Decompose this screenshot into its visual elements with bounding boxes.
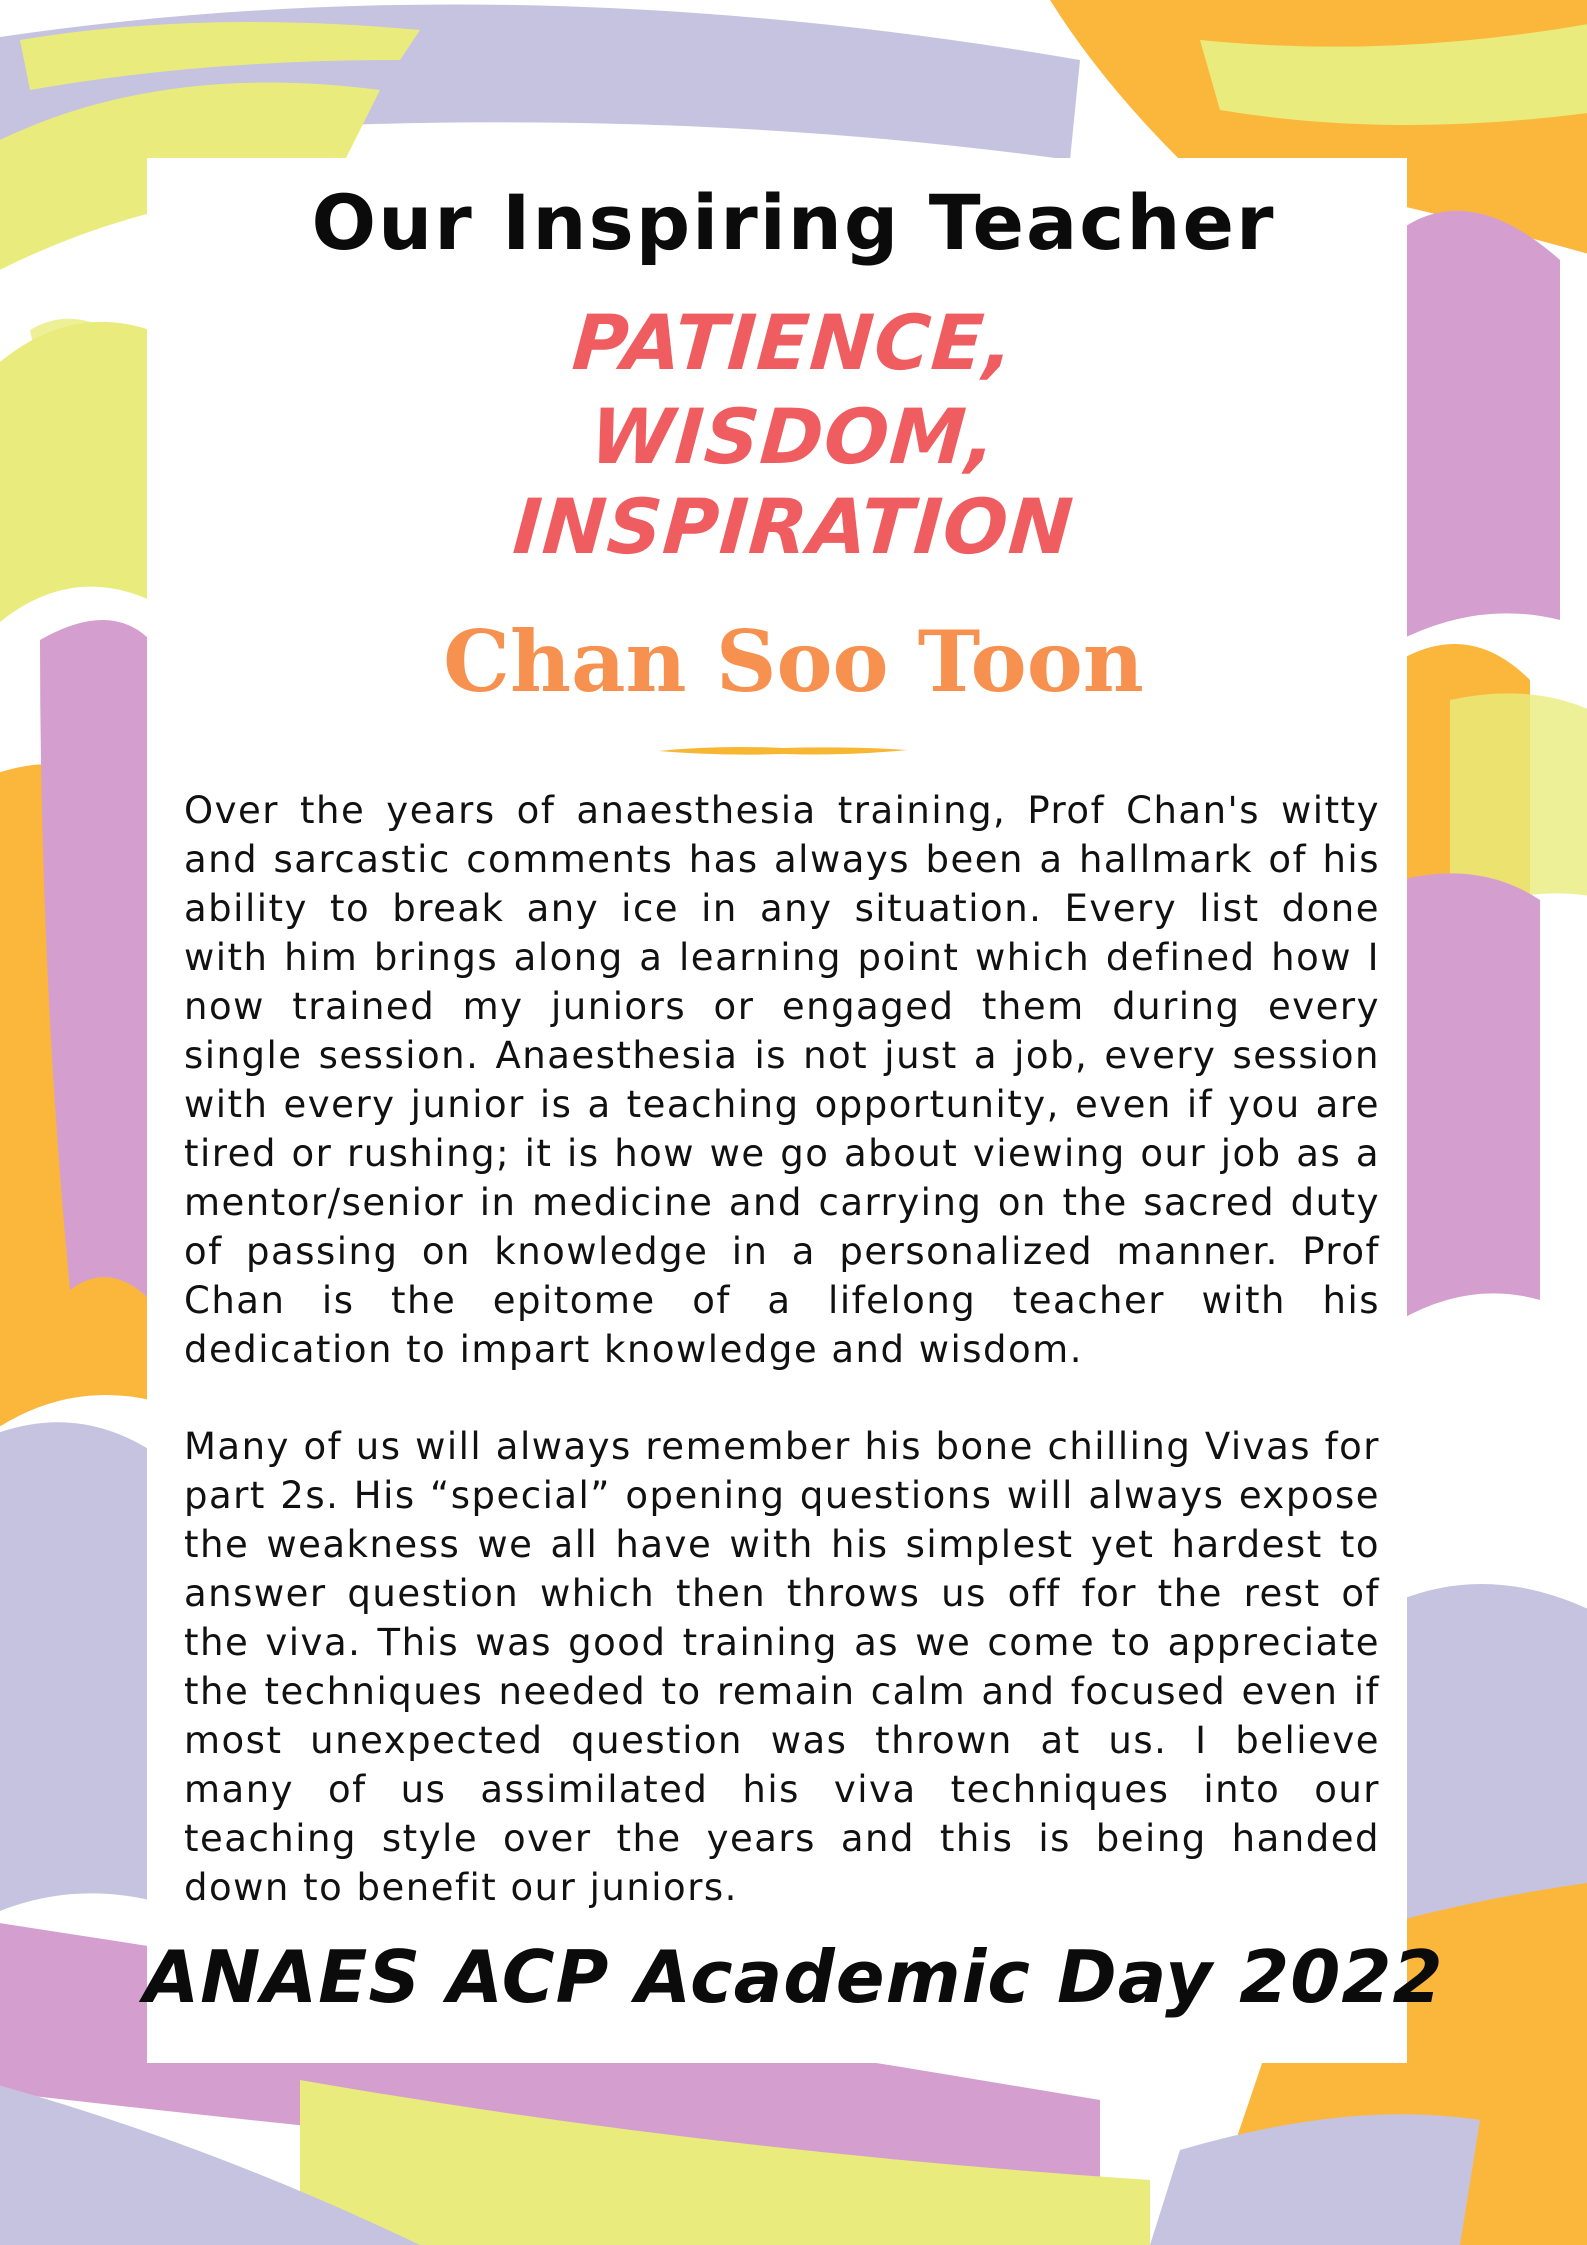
tagline-word-inspiration: INSPIRATION [510,482,1077,571]
tagline-word-patience: PATIENCE, [569,298,1018,387]
poster-title: Our Inspiring Teacher [311,178,1276,267]
tagline-word-wisdom: WISDOM, [587,392,1000,481]
teacher-name: Chan Soo Toon [443,612,1144,711]
tribute-paragraph-1: Over the years of anaesthesia training, Prof Chan's witty and sarcastic comments has always been a hallmark of his ability to break any ice in any situation. Every list done with him brings along a learning point which defined how I now trained my juniors or engaged them during every single session. Anaesthesia is not just a job, every session with every junior is a teaching opportunity, even if you are tired or rushing; it is how we go about viewing our job as a mentor/senior in medicine and carrying on the sacred duty of passing on knowledge in a personalized manner. Prof Chan is the epitome of a lifelong teacher with his dedication to impart knowledge and wisdom. [184,789,1380,1371]
event-footer: ANAES ACP Academic Day 2022 [143,1935,1444,2019]
tribute-paragraph-2: Many of us will always remember his bone chilling Vivas for part 2s. His “special” opening questions will always expose the weakness we all have with his simplest yet hardest to answer question which then throws us off for the rest of the viva. This was good training as we come to appreciate the techniques needed to remain calm and focused even if most unexpected question was thrown at us. I believe many of us assimilated his viva techniques into our teaching style over the years and this is being handed down to benefit our juniors. [184,1425,1380,1909]
name-underline-divider [657,744,909,757]
